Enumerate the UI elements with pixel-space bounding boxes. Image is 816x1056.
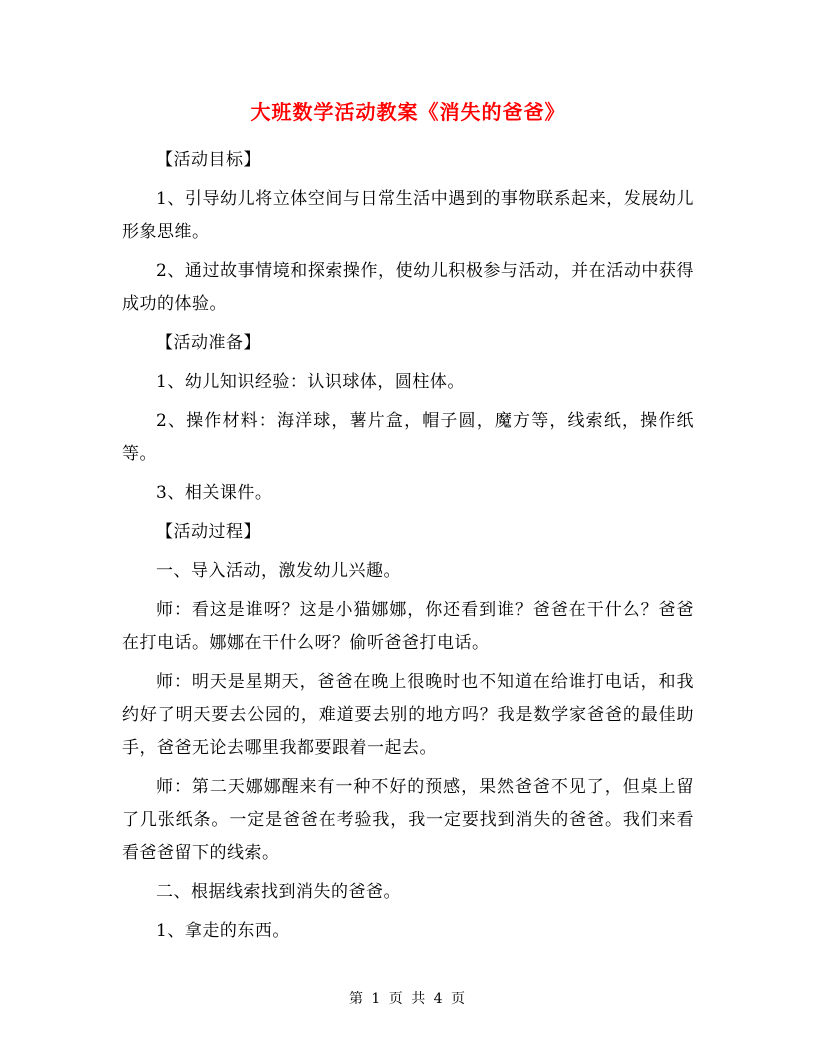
- paragraph: 3、相关课件。: [156, 483, 273, 503]
- document-title: 大班数学活动教案《消失的爸爸》: [250, 100, 566, 124]
- paragraph: 2、通过故事情境和探索操作，使幼儿积极参与活动，并在活动中获得成功的体验。: [122, 261, 694, 314]
- section-heading-goals: 【活动目标】: [156, 150, 261, 170]
- paragraph: 1、引导幼儿将立体空间与日常生活中遇到的事物联系起来，发展幼儿形象思维。: [122, 189, 694, 242]
- document-body: [122, 144, 694, 954]
- section-heading-process: 【活动过程】: [156, 522, 261, 542]
- paragraph: 师：明天是星期天，爸爸在晚上很晚时也不知道在给谁打电话，和我约好了明天要去公园的，难道要去别的地方吗？我是数学家爸爸的最佳助手，爸爸无论去哪里我都要跟着一起去。: [122, 672, 694, 758]
- paragraph: 二、根据线索找到消失的爸爸。: [156, 882, 401, 902]
- paragraph: 1、拿走的东西。: [156, 921, 290, 941]
- paragraph: 2、操作材料：海洋球，薯片盒，帽子圆，魔方等，线索纸，操作纸等。: [122, 411, 694, 464]
- paragraph: 师：看这是谁呀？这是小猫娜娜，你还看到谁？爸爸在干什么？爸爸在打电话。娜娜在干什么呀？偷听爸爸打电话。: [122, 600, 694, 653]
- section-heading-preparation: 【活动准备】: [156, 333, 261, 353]
- paragraph: 1、幼儿知识经验：认识球体，圆柱体。: [156, 372, 465, 392]
- page-footer: 第 1 页 共 4 页: [348, 991, 468, 1007]
- paragraph: 师：第二天娜娜醒来有一种不好的预感，果然爸爸不见了，但桌上留了几张纸条。一定是爸爸在考验我，我一定要找到消失的爸爸。我们来看看爸爸留下的线索。: [122, 777, 694, 863]
- paragraph: 一、导入活动，激发幼儿兴趣。: [156, 561, 401, 581]
